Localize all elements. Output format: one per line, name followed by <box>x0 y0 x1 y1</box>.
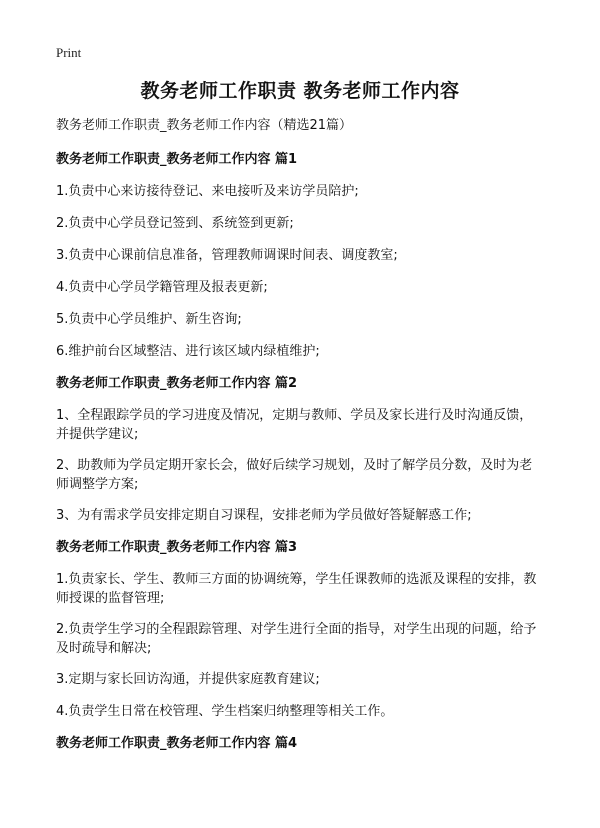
list-item: 6.维护前台区域整洁、进行该区域内绿植维护; <box>56 344 320 359</box>
list-item: 1、全程跟踪学员的学习进度及情况，定期与教师、学员及家长进行及时沟通反馈，并提供学建议; <box>56 408 533 442</box>
list-item: 1.负责中心来访接待登记、来电接听及来访学员陪护; <box>56 184 359 199</box>
list-item: 4.负责学生日常在校管理、学生档案归纳整理等相关工作。 <box>56 704 394 719</box>
section-heading: 教务老师工作职责_教务老师工作内容 篇3 <box>56 540 298 555</box>
list-item: 5.负责中心学员维护、新生咨询; <box>56 312 242 327</box>
list-item: 2.负责中心学员登记签到、系统签到更新; <box>56 216 294 231</box>
section-heading: 教务老师工作职责_教务老师工作内容 篇2 <box>56 376 298 391</box>
list-item: 2.负责学生学习的全程跟踪管理、对学生进行全面的指导，对学生出现的问题，给予及时疏导和解决; <box>56 622 537 656</box>
list-item: 3.负责中心课前信息准备，管理教师调课时间表、调度教室; <box>56 248 398 263</box>
section-heading: 教务老师工作职责_教务老师工作内容 篇4 <box>56 736 298 751</box>
list-item: 3、为有需求学员安排定期自习课程，安排老师为学员做好答疑解惑工作; <box>56 508 472 523</box>
list-item: 4.负责中心学员学籍管理及报表更新; <box>56 280 268 295</box>
section-heading: 教务老师工作职责_教务老师工作内容 篇1 <box>56 152 298 167</box>
list-item: 3.定期与家长回访沟通，并提供家庭教育建议; <box>56 672 320 687</box>
document-subtitle: 教务老师工作职责_教务老师工作内容（精选21篇） <box>56 118 353 133</box>
list-item: 2、助教师为学员定期开家长会，做好后续学习规划，及时了解学员分数，及时为老师调整学方案; <box>56 458 533 492</box>
list-item: 1.负责家长、学生、教师三方面的协调统筹，学生任课教师的选派及课程的安排，教师授课的监督管理; <box>56 572 537 606</box>
document-title: 教务老师工作职责 教务老师工作内容 <box>140 80 460 102</box>
print-label: Print <box>56 45 82 60</box>
